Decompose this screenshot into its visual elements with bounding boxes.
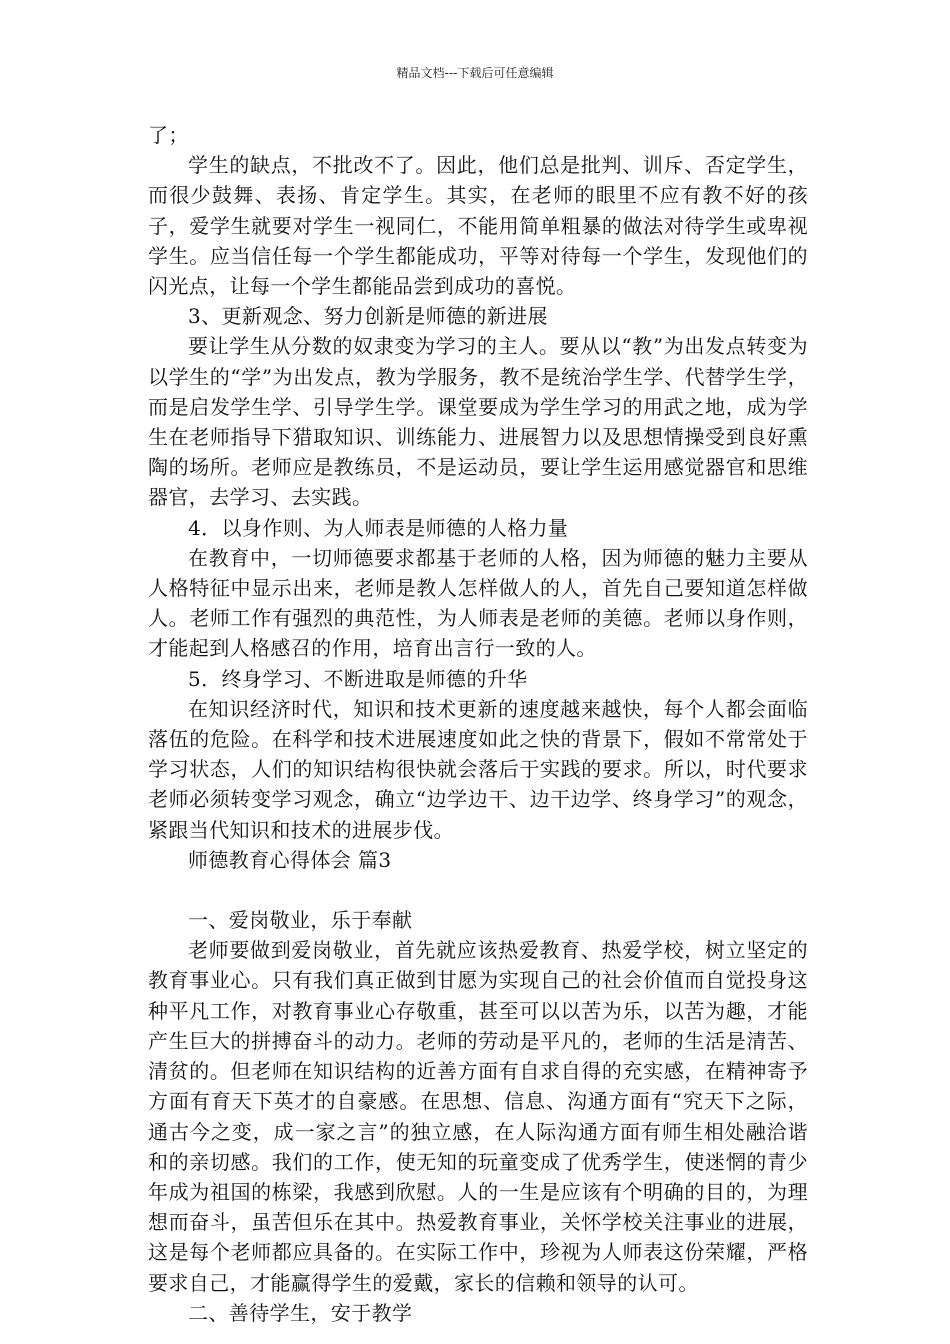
blank-line — [148, 875, 808, 905]
section-heading-5: 5．终身学习、不断进取是师德的升华 — [188, 666, 528, 691]
paragraph-student-shortcomings: 学生的缺点，不批改不了。因此，他们总是批判、训斥、否定学生，而很少鼓舞、表扬、肯定学生。其实，在老师的眼里不应有教不好的孩子，爱学生就要对学生一视同仁，不能用简单粗暴的做法对待学生或卑视学生。应当信任每一个学生都能成功，平等对待每一个学生，发现他们的闪光点，让每一个学生都能品尝到成功的喜悦。 — [148, 153, 808, 299]
paragraph-dedication: 老师要做到爱岗敬业，首先就应该热爱教育、热爱学校，树立坚定的教育事业心。只有我们真正做到甘愿为实现自己的社会价值而自觉投身这种平凡工作，对教育事业心存敬重，甚至可以以苦为乐，以苦为趣，才能产生巨大的拼搏奋斗的动力。老师的劳动是平凡的，老师的生活是清苦、清贫的。但老师在知识结构的近善方面有自求自得的充实感，在精神寄予方面有育天下英才的自豪感。在思想、信息、沟通方面有“究天下之际，通古今之变，成一家之言”的独立感，在人际沟通方面有师生相处融洽谐和的亲切感。我们的工作，使无知的玩童变成了优秀学生，使迷惘的青少年成为祖国的栋梁，我感到欣慰。人的一生是应该有个明确的目的，为理想而奋斗，虽苦但乐在其中。热爱教育事业，关怀学校关注事业的进展，这是每个老师都应具备的。在实际工作中，珍视为人师表这份荣耀，严格要求自己，才能赢得学生的爱戴，家长的信赖和领导的认可。 — [148, 938, 808, 1295]
paragraph-continuation: 了； — [148, 123, 189, 147]
paragraph-lifelong-learning: 在知识经济时代，知识和技术更新的速度越来越快，每个人都会面临落伍的危险。在科学和技术进展速度如此之快的背景下，假如不常常处于学习状态，人们的知识结构很快就会落后于实践的要求。所以，时代要求老师必须转变学习观念，确立“边学边干、边干边学、终身学习”的观念，紧跟当代知识和技术的进展步伐。 — [148, 696, 808, 842]
page-header: 精品文档---下载后可任意编辑 — [396, 66, 554, 80]
subsection-heading-2: 二、善待学生，安于教学 — [188, 1300, 413, 1325]
subsection-heading-1: 一、爱岗敬业，乐于奉献 — [188, 908, 413, 933]
paragraph-innovation: 要让学生从分数的奴隶变为学习的主人。要从以“教”为出发点转变为以学生的“学”为出发点，教为学服务，教不是统治学生学、代替学生学，而是启发学生学、引导学生学。课堂要成为学生学习的用武之地，成为学生在老师指导下猎取知识、训练能力、进展智力以及思想情操受到良好熏陶的场所。老师应是教练员，不是运动员，要让学生运用感觉器官和思维器官，去学习、去实践。 — [148, 334, 808, 510]
article-title-part-3: 师德教育心得体会 篇3 — [188, 847, 392, 872]
section-heading-4: 4．以身作则、为人师表是师德的人格力量 — [188, 515, 569, 540]
section-heading-3: 3、更新观念、努力创新是师德的新进展 — [188, 304, 548, 329]
paragraph-role-model: 在教育中，一切师德要求都基于老师的人格，因为师德的魅力主要从人格特征中显示出来，老师是教人怎样做人的人，首先自己要知道怎样做人。老师工作有强烈的典范性，为人师表是老师的美德。老师以身作则，才能起到人格感召的作用，培育出言行一致的人。 — [148, 545, 808, 661]
document-body — [148, 120, 808, 1328]
